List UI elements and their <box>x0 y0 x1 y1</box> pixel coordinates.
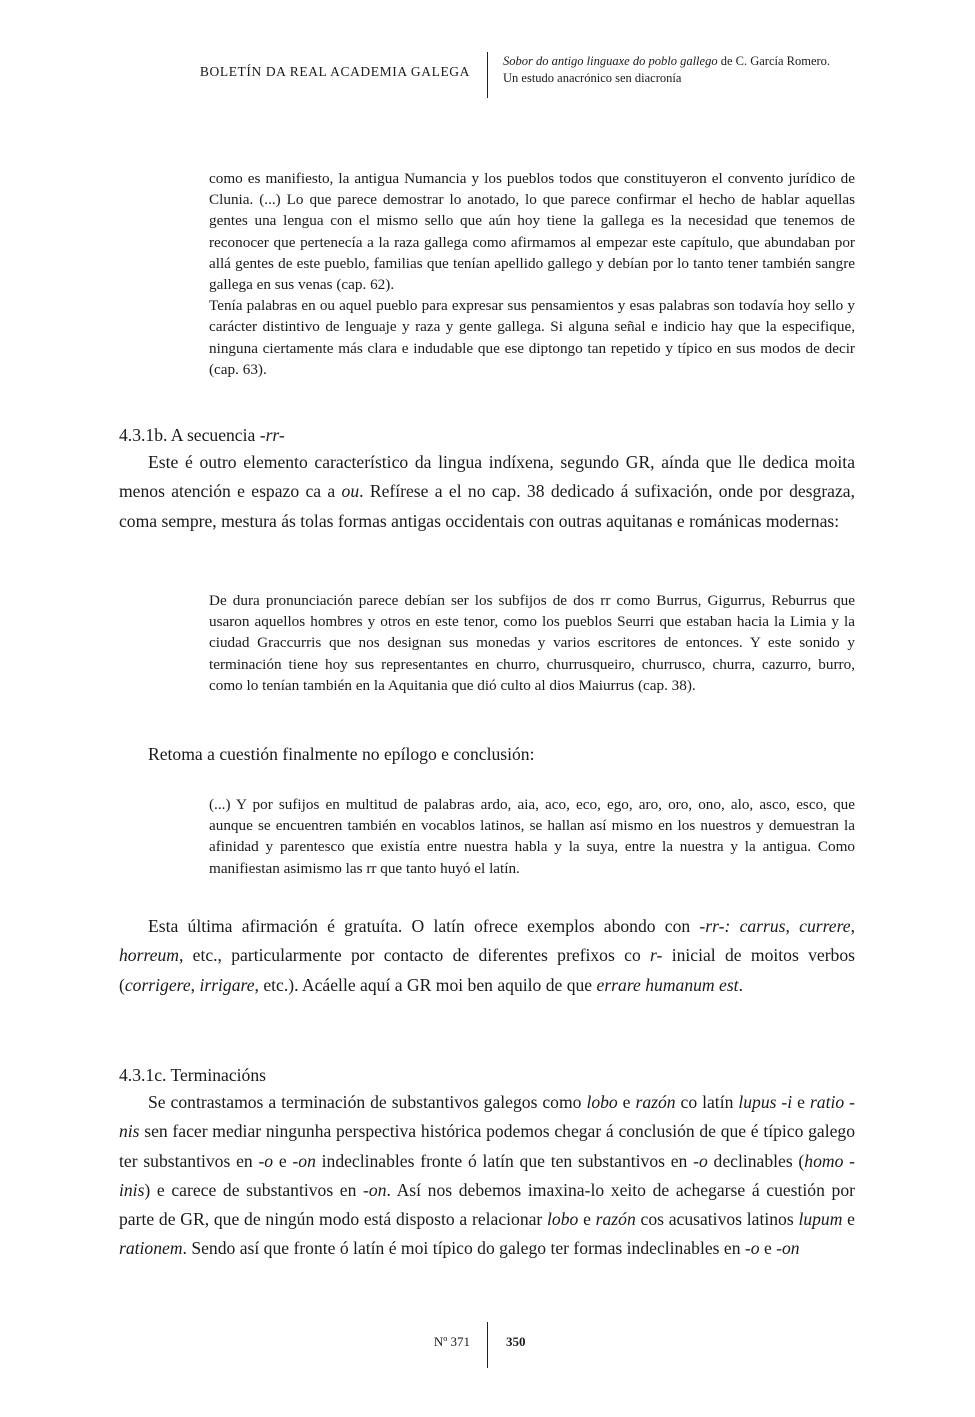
quote-paragraph: (...) Y por sufijos en multitud de palabras ardo, aia, aco, eco, ego, aro, oro, ono, alo, asco, esco, que aunque se encuentren también en vocablos latinos, se hallan así mismo en los nuestros y demuestran la afinidad y parentesco que existía entre nuestra habla y la suya, entre la nuestra y la antigua. Como manifiestan asimismo las rr que tanto huyó el latín. <box>209 796 855 877</box>
journal-name: BOLETÍN DA REAL ACADEMIA GALEGA <box>199 64 470 79</box>
intro-line: Retoma a cuestión finalmente no epílogo e conclusión: <box>148 744 535 764</box>
running-title <box>503 53 830 87</box>
heading-italic-term: -rr- <box>259 425 285 445</box>
quote-paragraph: De dura pronunciación parece debían ser los subfijos de dos rr como Burrus, Gigurrus, Reburrus que usaron aquellos hombres y otros en este tenor, como los pueblos Seurri que estaban hacia la Limia y la ciudad Graccurris que nos designan sus monedas y varios escritores de entonces. Y este sonido y terminación tiene hoy sus representantes en churro, churrusqueiro, churrusco, churra, cazurro, burro, como lo tenían también en la Aquitania que dió culto al dios Maiurrus (cap. 38). <box>209 592 855 694</box>
heading-text: 4.3.1b. A secuencia <box>119 425 260 445</box>
body-paragraph: Esta última afirmación é gratuíta. O latín ofrece exemplos abondo con -rr-: carrus, currere, horreum, etc., particularmente por contacto de diferentes prefixos co r- inicial de moitos verbos (corrigere, irrigare, etc.). Acáelle aquí a GR moi ben aquilo de que errare humanum est. <box>119 916 856 995</box>
header-divider <box>487 52 488 98</box>
page-footer <box>0 1322 975 1368</box>
article-subtitle: Un estudo anacrónico sen diacronía <box>503 71 682 85</box>
quote-paragraph: Tenía palabras en ou aquel pueblo para expresar sus pensamientos y esas palabras son todavía hoy sello y carácter distintivo de lenguaje y raza y gente gallega. Si alguna señal e indicio hay que la especifique, ninguna ciertamente más clara e indudable que ese diptongo tan repetido y típico en sus modos de decir (cap. 63). <box>209 297 855 378</box>
block-quote-3 <box>209 794 855 879</box>
block-quote-1 <box>209 168 855 380</box>
quote-paragraph: como es manifiesto, la antigua Numancia y los pueblos todos que constituyeron el convento jurídico de Clunia. (...) Lo que parece demostrar lo anotado, lo que parece confirmar el hecho de hablar aquellas gentes una lengua con el mismo sello que aún hoy tiene la gallega es la necesidad que tenemos de reconocer que pertenecía a la raza gallega como afirmamos al empezar este capítulo, que abundaban por allá gentes de este pueblo, familias que tenían apellido gallego y debían por lo tanto tener también sangre gallega en sus venas (cap. 62). <box>209 170 855 294</box>
section-heading-4-3-1b <box>119 425 285 446</box>
body-paragraph: Se contrastamos a terminación de substantivos galegos como lobo e razón co latín lupus -i e ratio -nis sen facer mediar ningunha perspectiva histórica podemos chegar á conclusión de que é típico galego ter substantivos en -o e -on indeclinables fronte ó latín que ten substantivos en -o declinables (homo -inis) e carece de substantivos en -on. Así nos debemos imaxina-lo xeito de achegarse á cuestión por parte de GR, que de ningún modo está disposto a relacionar lobo e razón cos acusativos latinos lupum e rationem. Sendo así que fronte ó latín é moi típico do galego ter formas indeclinables en -o e -on <box>119 1092 855 1259</box>
body-paragraph: Este é outro elemento característico da lingua indíxena, segundo GR, aínda que lle dedica moita menos atención e espazo ca a ou. Refírese a el no cap. 38 dedicado á sufixación, onde por desgraza, coma sempre, mestura ás tolas formas antigas occidentais con outras aquitanas e románicas modernas: <box>119 452 855 531</box>
footer-divider <box>487 1322 488 1368</box>
page-header <box>0 50 975 100</box>
page-number: 350 <box>506 1334 526 1349</box>
section-heading-4-3-1c: 4.3.1c. Terminacións <box>119 1065 266 1085</box>
block-quote-2 <box>209 590 855 696</box>
article-title-italic: Sobor do antigo linguaxe do poblo gallego <box>503 54 718 68</box>
article-title-author: de C. García Romero. <box>717 54 831 68</box>
issue-number: Nº 371 <box>433 1334 470 1349</box>
